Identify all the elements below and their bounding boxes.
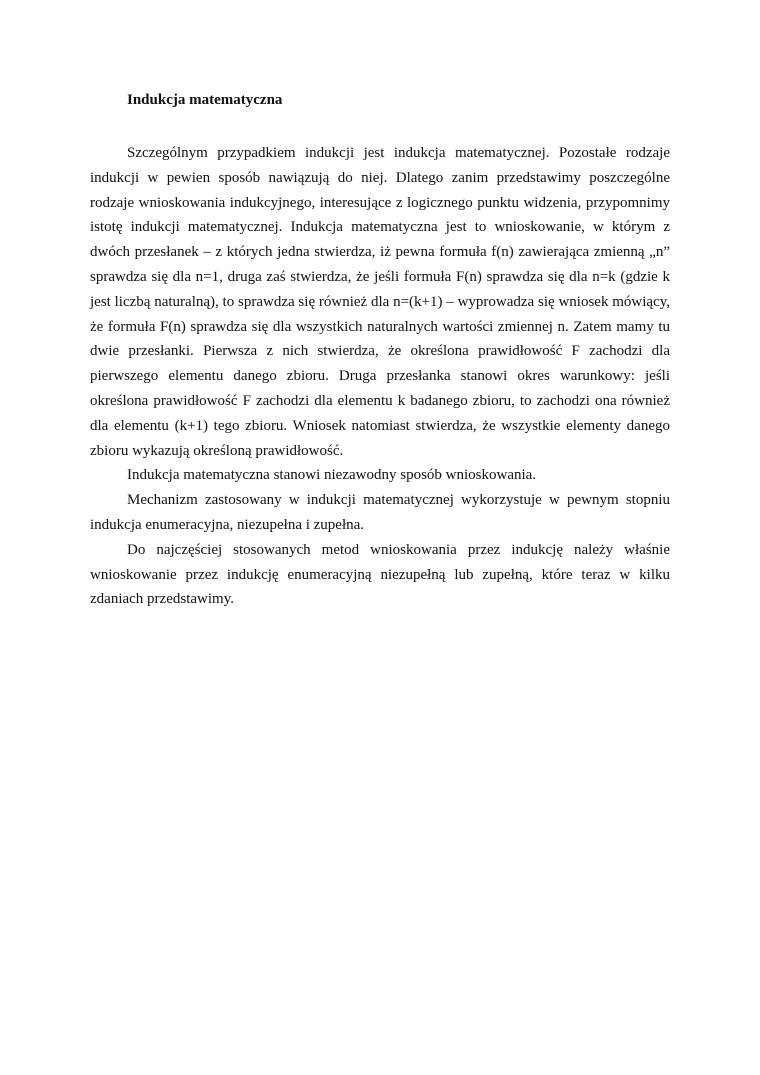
paragraph: Mechanizm zastosowany w indukcji matematycznej wykorzystuje w pewnym stopniu indukcja enumeracyjna, niezupełna i zupełna.	[90, 492, 670, 533]
paragraph: Szczególnym przypadkiem indukcji jest indukcja matematycznej. Pozostałe rodzaje indukcji w pewien sposób nawiązują do niej. Dlatego zanim przedstawimy poszczególne rodzaje wnioskowania indukcyjnego, interesujące z logicznego punktu widzenia, przypomnimy istotę indukcji matematycznej. Indukcja matematyczna jest to wnioskowanie, w którym z dwóch przesłanek – z których jedna stwierdza, iż pewna formuła f(n) zawierająca zmienną „n” sprawdza się dla n=1, druga zaś stwierdza, że jeśli formuła F(n) sprawdza się dla n=k (gdzie k jest liczbą naturalną), to sprawdza się również dla n=(k+1) – wyprowadza się wniosek mówiący, że formuła F(n) sprawdza się dla wszystkich naturalnych wartości zmiennej n. Zatem mamy tu dwie przesłanki. Pierwsza z nich stwierdza, że określona prawidłowość F zachodzi dla pierwszego elementu danego zbioru. Druga przesłanka stanowi okres warunkowy: jeśli określona prawidłowość F zachodzi dla elementu k badanego zbioru, to zachodzi ona również dla elementu (k+1) tego zbioru. Wniosek natomiast stwierdza, że wszystkie elementy danego zbioru wykazują określoną prawidłowość.	[90, 145, 670, 459]
document-body	[90, 141, 670, 612]
paragraph: Indukcja matematyczna stanowi niezawodny sposób wnioskowania.	[127, 467, 537, 484]
document-title: Indukcja matematyczna	[127, 92, 283, 108]
paragraph: Do najczęściej stosowanych metod wnioskowania przez indukcję należy właśnie wnioskowanie przez indukcję enumeracyjną niezupełną lub zupełną, które teraz w kilku zdaniach przedstawimy.	[90, 541, 670, 608]
